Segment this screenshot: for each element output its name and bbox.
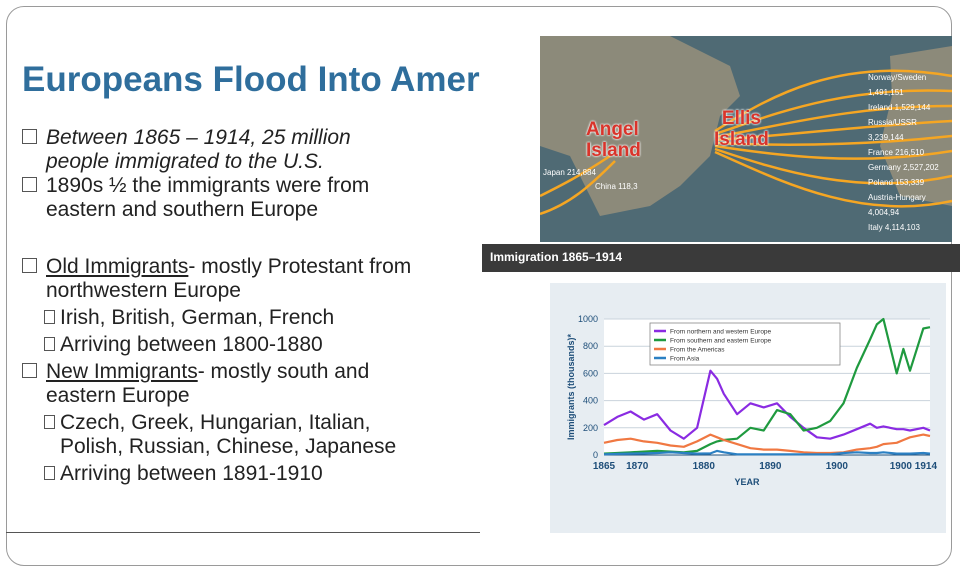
label-text: Ellis — [721, 108, 761, 129]
legend-entry: From Asia — [670, 355, 700, 363]
y-tick-label: 800 — [582, 341, 598, 352]
x-tick-label: 1880 — [692, 461, 715, 472]
sub-bullet-text: Arriving between 1891-1910 — [60, 462, 323, 485]
y-tick-label: 200 — [582, 422, 598, 433]
bullet-text: Between 1865 – 1914, 25 million — [46, 126, 351, 149]
y-tick-label: 0 — [592, 450, 598, 460]
label-text: Island — [586, 140, 641, 161]
label-text: Angel — [586, 119, 639, 140]
map-label-france: France 216,510 — [868, 148, 925, 157]
sub-bullet-icon — [44, 415, 55, 429]
map-label-russia: Russia/USSR 3,239,144 — [868, 118, 917, 142]
sub-bullet-text: Irish, British, German, French — [60, 306, 335, 329]
map-label-ireland: Ireland 1,529,144 — [868, 103, 931, 112]
checkbox-bullet-icon — [22, 129, 37, 144]
x-axis-label: YEAR — [734, 477, 760, 487]
ellis-island-label — [714, 108, 769, 150]
bullet-3 — [22, 255, 492, 303]
checkbox-bullet-icon — [22, 363, 37, 378]
bullet-text: eastern Europe — [46, 384, 190, 407]
sub-bullet-text: Czech, Greek, Hungarian, Italian, — [60, 411, 371, 434]
map-country-labels — [868, 70, 952, 235]
y-tick-label: 600 — [582, 368, 598, 379]
y-tick-label: 400 — [582, 395, 598, 406]
chart-band-title: Immigration 1865–1914 — [490, 250, 623, 264]
bullet-text: people immigrated to the U.S. — [46, 150, 324, 173]
bullet-list — [22, 126, 492, 486]
legend-entry: From southern and eastern Europe — [670, 337, 772, 345]
map-label-norway: Norway/Sweden 1,491,151 — [868, 73, 927, 97]
sub-bullet-icon — [44, 337, 55, 351]
checkbox-bullet-icon — [22, 258, 37, 273]
x-tick-label: 1900 — [825, 461, 848, 472]
angel-island-label — [586, 119, 641, 161]
bullet-4 — [22, 360, 492, 408]
legend-entry: From the Americas — [670, 346, 725, 354]
sub-bullet-text: Polish, Russian, Chinese, Japanese — [60, 435, 397, 458]
bullet-text: northwestern Europe — [46, 279, 241, 302]
bullet-text: - mostly south and — [197, 360, 370, 383]
slide-title: Europeans Flood Into Amer — [22, 60, 480, 99]
sub-bullet-icon — [44, 466, 55, 480]
term-old-immigrants: Old Immigrants — [46, 255, 189, 278]
legend-entry: From northern and western Europe — [670, 328, 772, 336]
map-label-germany: Germany 2,527,202 — [868, 163, 939, 172]
immigration-map — [540, 36, 952, 242]
chart-svg — [550, 283, 946, 533]
bullet-text: eastern and southern Europe — [46, 198, 319, 221]
y-tick-label: 1000 — [577, 314, 598, 324]
footer-divider — [6, 532, 480, 533]
bullet-1 — [22, 126, 492, 174]
sub-bullet — [22, 306, 492, 330]
sub-bullet-text: Arriving between 1800-1880 — [60, 333, 323, 356]
immigration-chart — [550, 283, 946, 533]
bullet-text: 1890s ½ the immigrants were from — [46, 174, 370, 197]
bullet-2 — [22, 174, 492, 222]
map-label-china: China 118,3 — [595, 182, 638, 191]
term-new-immigrants: New Immigrants — [46, 360, 198, 383]
map-label-poland: Poland 153,339 — [868, 178, 925, 187]
chart-title-band — [482, 244, 960, 272]
map-label-italy: Italy 4,114,103 — [868, 223, 920, 232]
x-tick-label: 1865 — [592, 461, 616, 472]
checkbox-bullet-icon — [22, 177, 37, 192]
x-tick-label: 1890 — [759, 461, 782, 472]
sub-bullet-icon — [44, 310, 55, 324]
label-text: Island — [714, 129, 769, 150]
bullet-text: - mostly Protestant from — [188, 255, 412, 278]
y-axis-label: Immigrants (thousands)* — [566, 333, 576, 441]
map-label-japan: Japan 214,884 — [543, 168, 596, 177]
sub-bullet — [22, 462, 492, 486]
x-tick-label: 1900 1914 — [889, 461, 938, 472]
sub-bullet — [22, 333, 492, 357]
map-label-austria: Austria-Hungary 4,004,94 — [868, 193, 926, 217]
x-tick-label: 1870 — [626, 461, 649, 472]
map-asia-labels — [543, 166, 638, 194]
sub-bullet — [22, 411, 492, 459]
